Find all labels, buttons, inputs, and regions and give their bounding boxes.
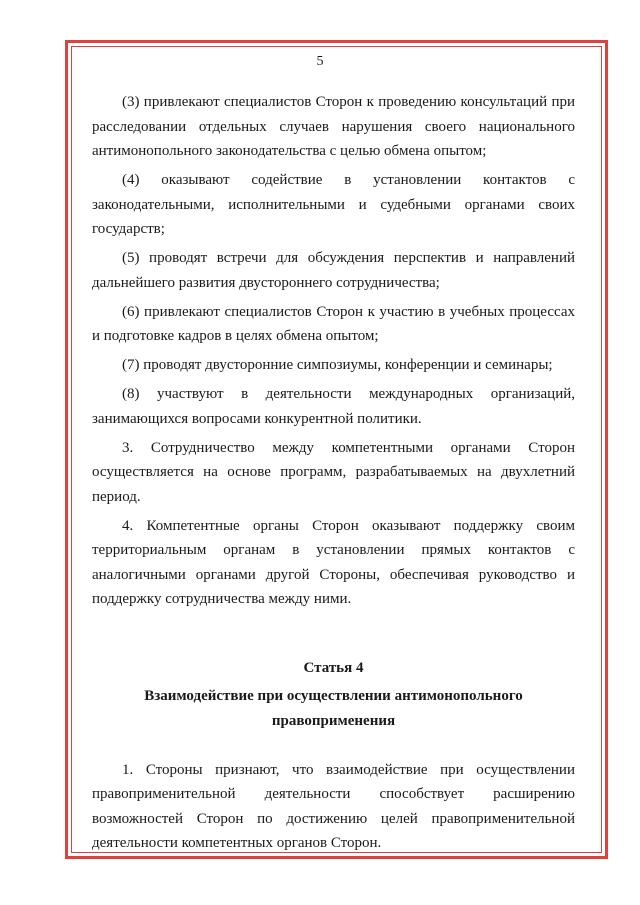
- paragraph-clause-4: 4. Компетентные органы Сторон оказывают поддержку своим территориальным органам в установлении прямых контактов с аналогичными органами другой Стороны, обеспечивая руководство и поддержку сотрудничества между ними.: [92, 517, 575, 607]
- paragraph-article4-clause-1: 1. Стороны признают, что взаимодействие при осуществлении правоприменительной деятельности способствует расширению возможностей Сторон по достижению целей правоприменительной деятельности компетентных органов Сторон.: [92, 761, 575, 851]
- paragraph-item-8: (8) участвуют в деятельности международных организаций, занимающихся вопросами конкурентной политики.: [92, 386, 575, 427]
- article-title-line-2: правоприменения: [271, 712, 396, 729]
- paragraph-item-3: (3) привлекают специалистов Сторон к проведению консультаций при расследовании отдельных случаев нарушения своего национального антимонопольного законодательства с целью обмена опытом;: [92, 94, 575, 159]
- article-title: [92, 684, 575, 734]
- paragraph-item-6: (6) привлекают специалистов Сторон к участию в учебных процессах и подготовке кадров в целях обмена опытом;: [92, 303, 575, 344]
- paragraph-item-5: (5) проводят встречи для обсуждения перспектив и направлений дальнейшего развития двустороннего сотрудничества;: [92, 250, 575, 291]
- article-number: Статья 4: [303, 659, 364, 676]
- paragraph-item-4: (4) оказывают содействие в установлении контактов с законодательными, исполнительными и судебными органами своих государств;: [92, 172, 575, 237]
- page-number: 5: [316, 54, 324, 69]
- article-title-line-1: Взаимодействие при осуществлении антимонопольного: [144, 687, 523, 704]
- paragraph-clause-3: 3. Сотрудничество между компетентными органами Сторон осуществляется на основе программ, разрабатываемых на двухлетний период.: [92, 439, 575, 505]
- document-body: [92, 90, 575, 860]
- paragraph-item-7: (7) проводят двусторонние симпозиумы, конференции и семинары;: [122, 357, 553, 373]
